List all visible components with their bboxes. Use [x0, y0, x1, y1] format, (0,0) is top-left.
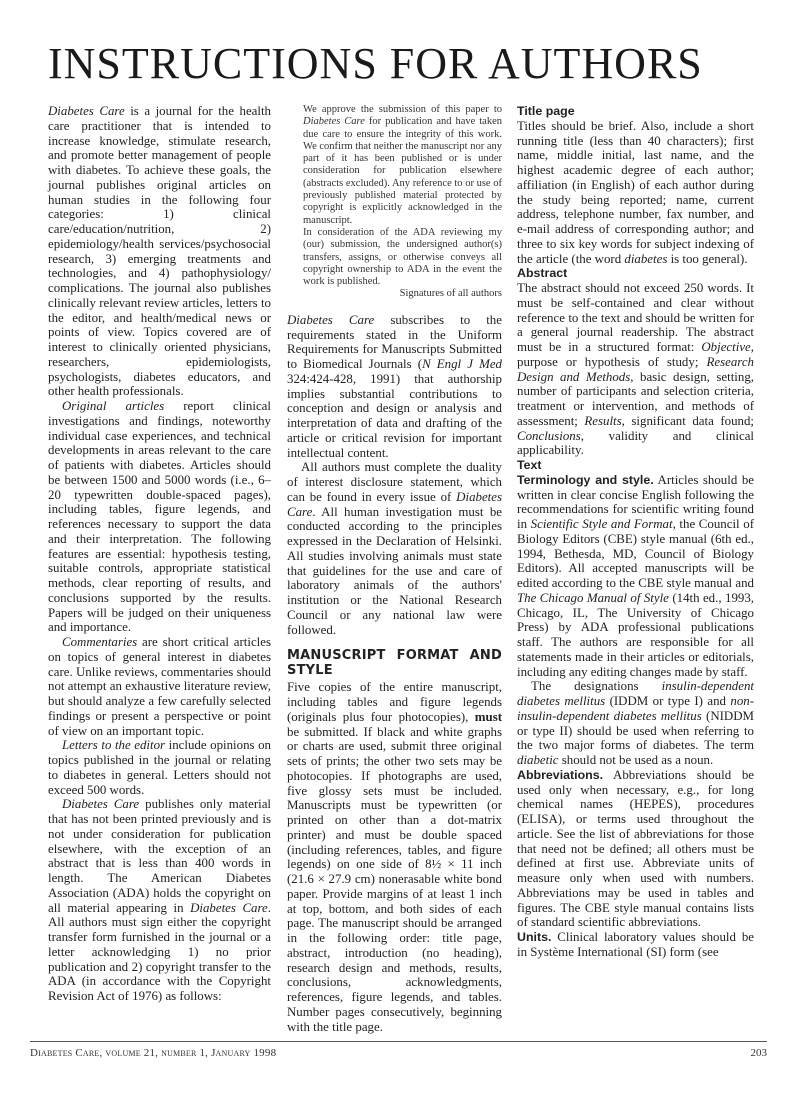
designations-paragraph: The designations insulin-dependent diabetes mellitus (IDDM or type I) and non-insulin-dependent diabetes mellitus (NIDDM or type II) should be used when referring to the two major forms of diabetes. The term diabetic should not be used as a noun.: [517, 679, 755, 767]
footer-rule: [30, 1041, 767, 1042]
section-heading-manuscript-format: MANUSCRIPT FORMAT AND STYLE: [287, 648, 502, 679]
subheading-text: Text: [517, 458, 542, 472]
intro-paragraph: Diabetes Care is a journal for the health care practitioner that is intended to increase knowledge, stimulate research, and promote better management of people with diabetes. To achieve these goals, the journal publishes original articles on human studies in the following four categories: 1) clinical care/education/nutrition, 2) epidemiology/health services/psychosocial research, 3) emerging treatments and technologies, and 4) pathophysiology/ complications. The journal also publishes clinically relevant review articles, letters to the editor, and health/medical news or points of view. Topics covered are of interest to clinically oriented physicians, researchers, epidemiologists, psychologists, diabetes educators, and other health professionals.: [48, 104, 271, 399]
terminology-paragraph: Terminology and style. Articles should be written in clear concise English following the recommendations for scientific writing found in Scientific Style and Format, the Council of Biology Editors (CBE) style manual (6th ed., 1994, Bethesda, MD, Council of Biology Editors). All accepted manuscripts will be edited according to the CBE style manual and The Chicago Manual of Style (14th ed., 1993, Chicago, IL, The University of Chicago Press) by ADA professional publications staff. The authors are responsible for all statements made in their articles or editorials, including any editing changes made by staff.: [517, 472, 755, 679]
units-paragraph: Units. Clinical laboratory values should be in Système International (SI) form (see: [517, 930, 754, 959]
column-1: [48, 104, 271, 1004]
column-2: [287, 104, 502, 1034]
manuscript-format-paragraph: Five copies of the entire manuscript, including tables and figure legends (originals plus four photocopies), must be submitted. If black and white graphs or charts are used, submit three original sets of prints; the other two sets may be photocopies. If photographs are used, five glossy sets must be included. Manuscripts must be typewritten (or printed on other than a dot-matrix printer) and must be double spaced (including references, tables, and figure legends) on one side of 8½ × 11 inch (21.6 × 27.9 cm) nonerasable white bond paper. Provide margins of at least 1 inch at top, bottom, and both sides of each page. The manuscript should be arranged in the following order: title page, abstract, introduction (no heading), research design and methods, results, conclusions, acknowledgments, references, figure legends, and tables. Number pages consecutively, beginning with the title page.: [287, 680, 502, 1034]
footer-journal-info: Diabetes Care, volume 21, number 1, January 1998: [30, 1047, 277, 1059]
commentaries-paragraph: Commentaries are short critical articles on topics of general interest in diabetes care. Unlike reviews, commentaries should not attempt an exhaustive literature review, but should analyze a few carefully selected findings or present a perspective or point of view on an important topic.: [48, 635, 271, 738]
signature-line: Signatures of all authors: [399, 288, 502, 300]
subheading-abstract: Abstract: [517, 266, 568, 281]
copyright-paragraph: Diabetes Care publishes only material that has not been printed previously and is not under consideration for publication elsewhere, with the exception of an abstract that is less than 400 words in length. The American Diabetes Association (ADA) holds the copyright on all material appearing in Diabetes Care. All authors must sign either the copyright transfer form furnished in the journal or a letter acknowledging 1) no prior publication and 2) copyright transfer to the ADA (in accordance with the Copyright Revision Act of 1976) as follows:: [48, 797, 271, 1003]
page-number: 203: [750, 1047, 767, 1059]
subheading-title-page: Title page: [517, 104, 575, 118]
authorship-paragraph: Diabetes Care subscribes to the requirements stated in the Uniform Requirements for Manuscripts Submitted to Biomedical Journals (N Engl J Med 324:424-428, 1991) that authorship implies substantial contributions to conception and design or analysis and interpretation of data and drafting of the article or critical revision for important intellectual content.: [287, 312, 502, 460]
copyright-statement-1: We approve the submission of this paper to Diabetes Care for publication and have taken due care to ensure the integrity of this work. We confirm that neither the manuscript nor any part of it has been published or is under consideration for publication elsewhere (abstracts excluded). Any reference to or use of previously published material protected by copyright is explicitly acknowledged in the manuscript.: [303, 104, 503, 226]
abstract-paragraph: The abstract should not exceed 250 words. It must be self-contained and clear without reference to the text and should be written for a general journal readership. The abstract must be in a structured format: Objective, purpose or hypothesis of study; Research Design and Methods, basic design, setting, number of participants and selection criteria, treatment or intervention, and methods of assessment; Results, significant data found; Conclusions, validity and clinical applicability.: [517, 281, 754, 458]
page-title: INSTRUCTIONS FOR AUTHORS: [48, 39, 703, 88]
column-3: [517, 104, 754, 960]
letters-paragraph: Letters to the editor include opinions on topics published in the journal or relating to diabetes in general. Letters should not exceed 500 words.: [48, 738, 271, 797]
original-articles-paragraph: Original articles report clinical investigations and findings, noteworthy individual case experiences, and technical developments in areas relevant to the care of patients with diabetes. Articles should be between 1500 and 5000 words (i.e., 6–20 typewritten double-spaced pages), including tables, figure legends, and references necessary to support the data and their interpretation. The following features are essential: hypothesis testing, suitable controls, appropriate statistical methods, clear reporting of results, and conclusions supported by the results. Papers will be judged on their uniqueness and importance.: [48, 399, 271, 635]
copyright-statement-2: In consideration of the ADA reviewing my (our) submission, the undersigned author(s) transfers, assigns, or otherwise conveys all copyright ownership to ADA in the event the work is published.: [303, 226, 502, 288]
title-page-paragraph: Titles should be brief. Also, include a short running title (less than 40 characters); first name, middle initial, last name, and the highest academic degree of each author; affiliation (in English) of each author during the study being reported; name, current address, telephone number, fax number, and e-mail address of corresponding author; and three to six key words for subject indexing of the article (the word diabetes is too general).: [517, 118, 754, 266]
disclosure-paragraph: All authors must complete the duality of interest disclosure statement, which can be found in every issue of Diabetes Care. All human investigation must be conducted according to the principles expressed in the Declaration of Helsinki. All studies involving animals must state that guidelines for the use and care of laboratory animals of the authors' institution or the National Research Council or any national law were followed.: [287, 460, 502, 637]
copyright-statement-box: [303, 104, 502, 301]
abbreviations-paragraph: Abbreviations. Abbreviations should be used only when necessary, e.g., for long chemical names (HEPES), procedures (ELISA), or terms used throughout the article. See the list of abbreviations for those that need not be defined; all others must be defined at first use. Abbreviate units of measure only when used with numbers. Abbreviations may be used in tables and figures. The CBE style manual contains lists of standard scientific abbreviations.: [517, 767, 754, 930]
